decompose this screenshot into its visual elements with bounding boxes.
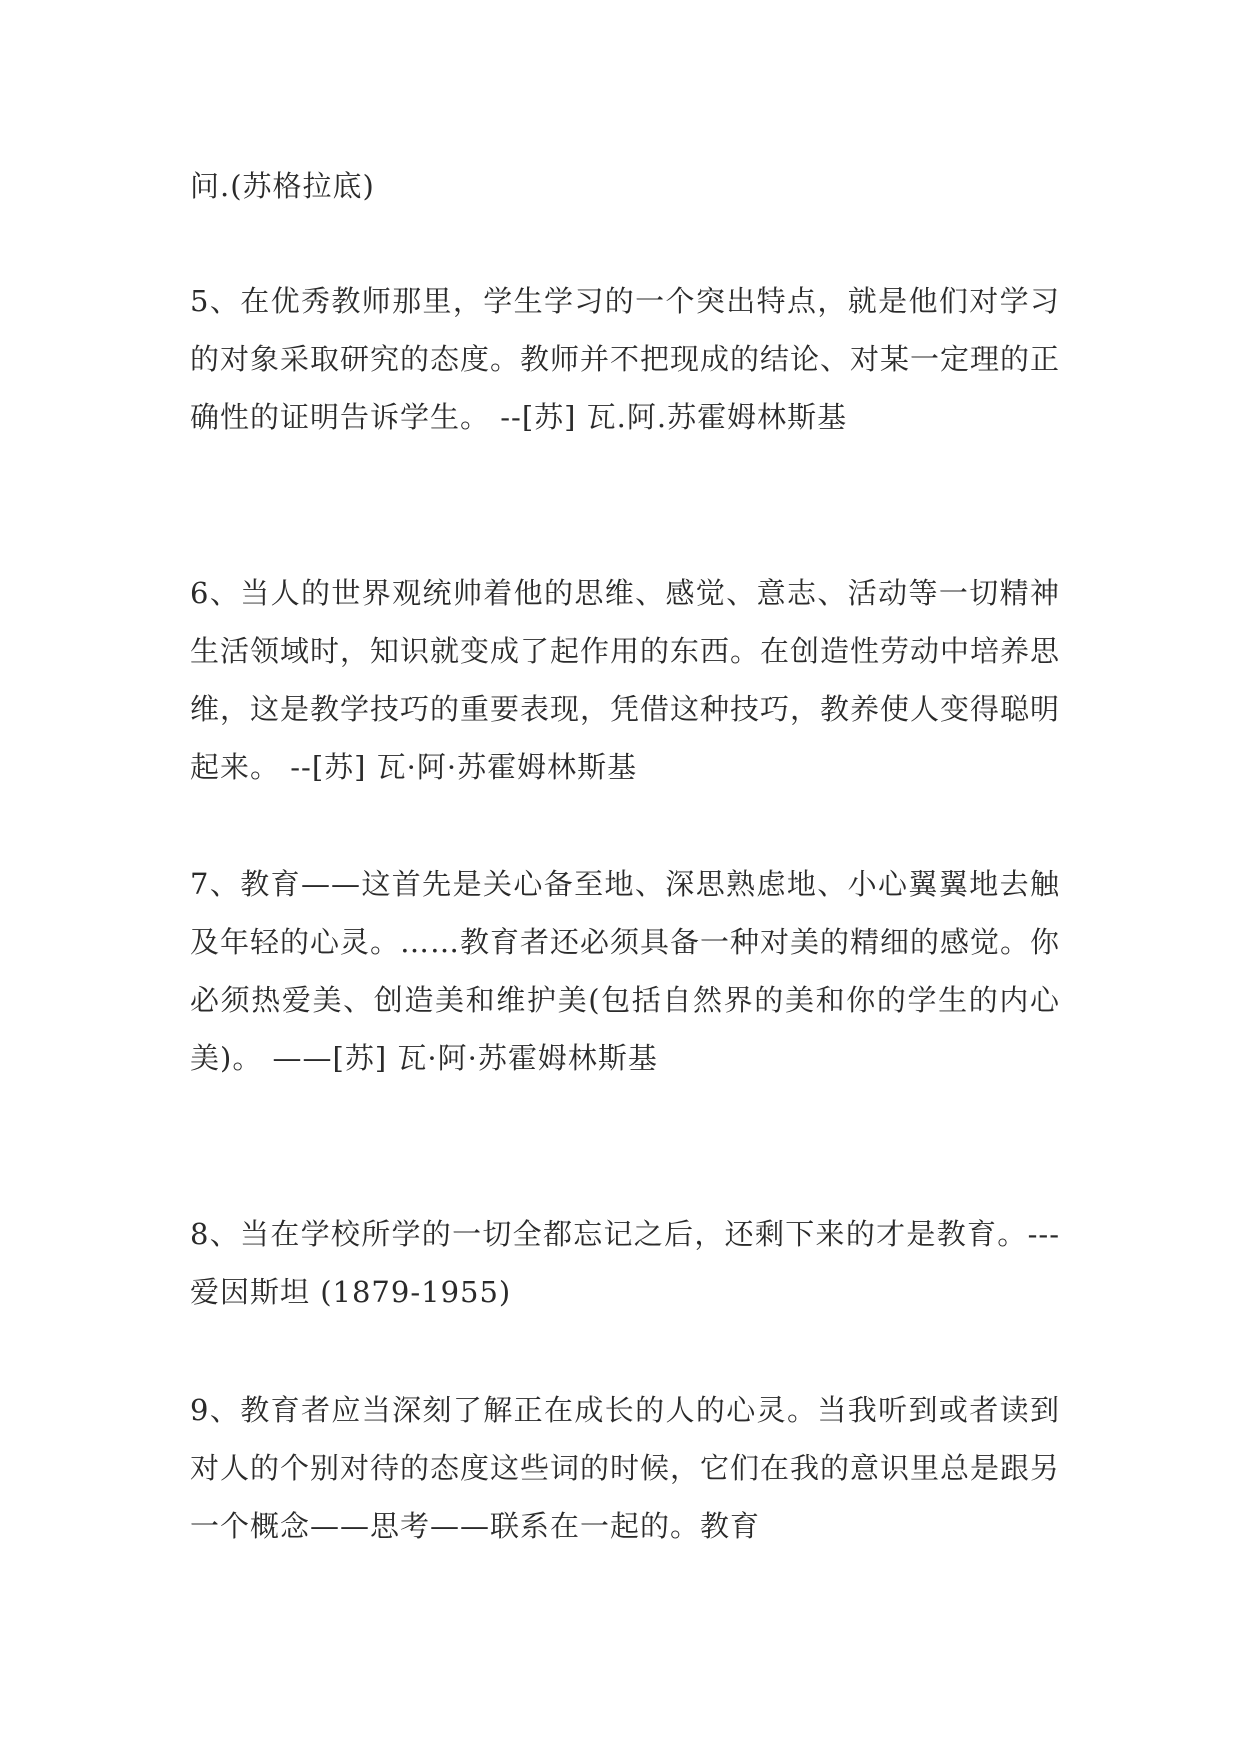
paragraph-quote-7: 7、教育——这首先是关心备至地、深思熟虑地、小心翼翼地去触及年轻的心灵。……教育者还必须具备一种对美的精细的感觉。你必须热爱美、创造美和维护美(包括自然界的美和你的学生的内心美)。 ——[苏] 瓦·阿·苏霍姆林斯基	[190, 867, 1061, 1075]
paragraph-quote-9: 9、教育者应当深刻了解正在成长的人的心灵。当我听到或者读到对人的个别对待的态度这些词的时候，它们在我的意识里总是跟另一个概念——思考——联系在一起的。教育	[190, 1393, 1061, 1543]
paragraph-quote-8: 8、当在学校所学的一切全都忘记之后，还剩下来的才是教育。---爱因斯坦 (1879-1955)	[190, 1217, 1060, 1309]
paragraph-quote-5: 5、在优秀教师那里，学生学习的一个突出特点，就是他们对学习的对象采取研究的态度。教师并不把现成的结论、对某一定理的正确性的证明告诉学生。 --[苏] 瓦.阿.苏霍姆林斯基	[190, 284, 1061, 434]
paragraph-quote-4-end: 问.(苏格拉底)	[190, 169, 375, 203]
paragraph-quote-6: 6、当人的世界观统帅着他的思维、感觉、意志、活动等一切精神生活领域时，知识就变成了起作用的东西。在创造性劳动中培养思维，这是教学技巧的重要表现，凭借这种技巧，教养使人变得聪明起来。 --[苏] 瓦·阿·苏霍姆林斯基	[190, 576, 1061, 784]
